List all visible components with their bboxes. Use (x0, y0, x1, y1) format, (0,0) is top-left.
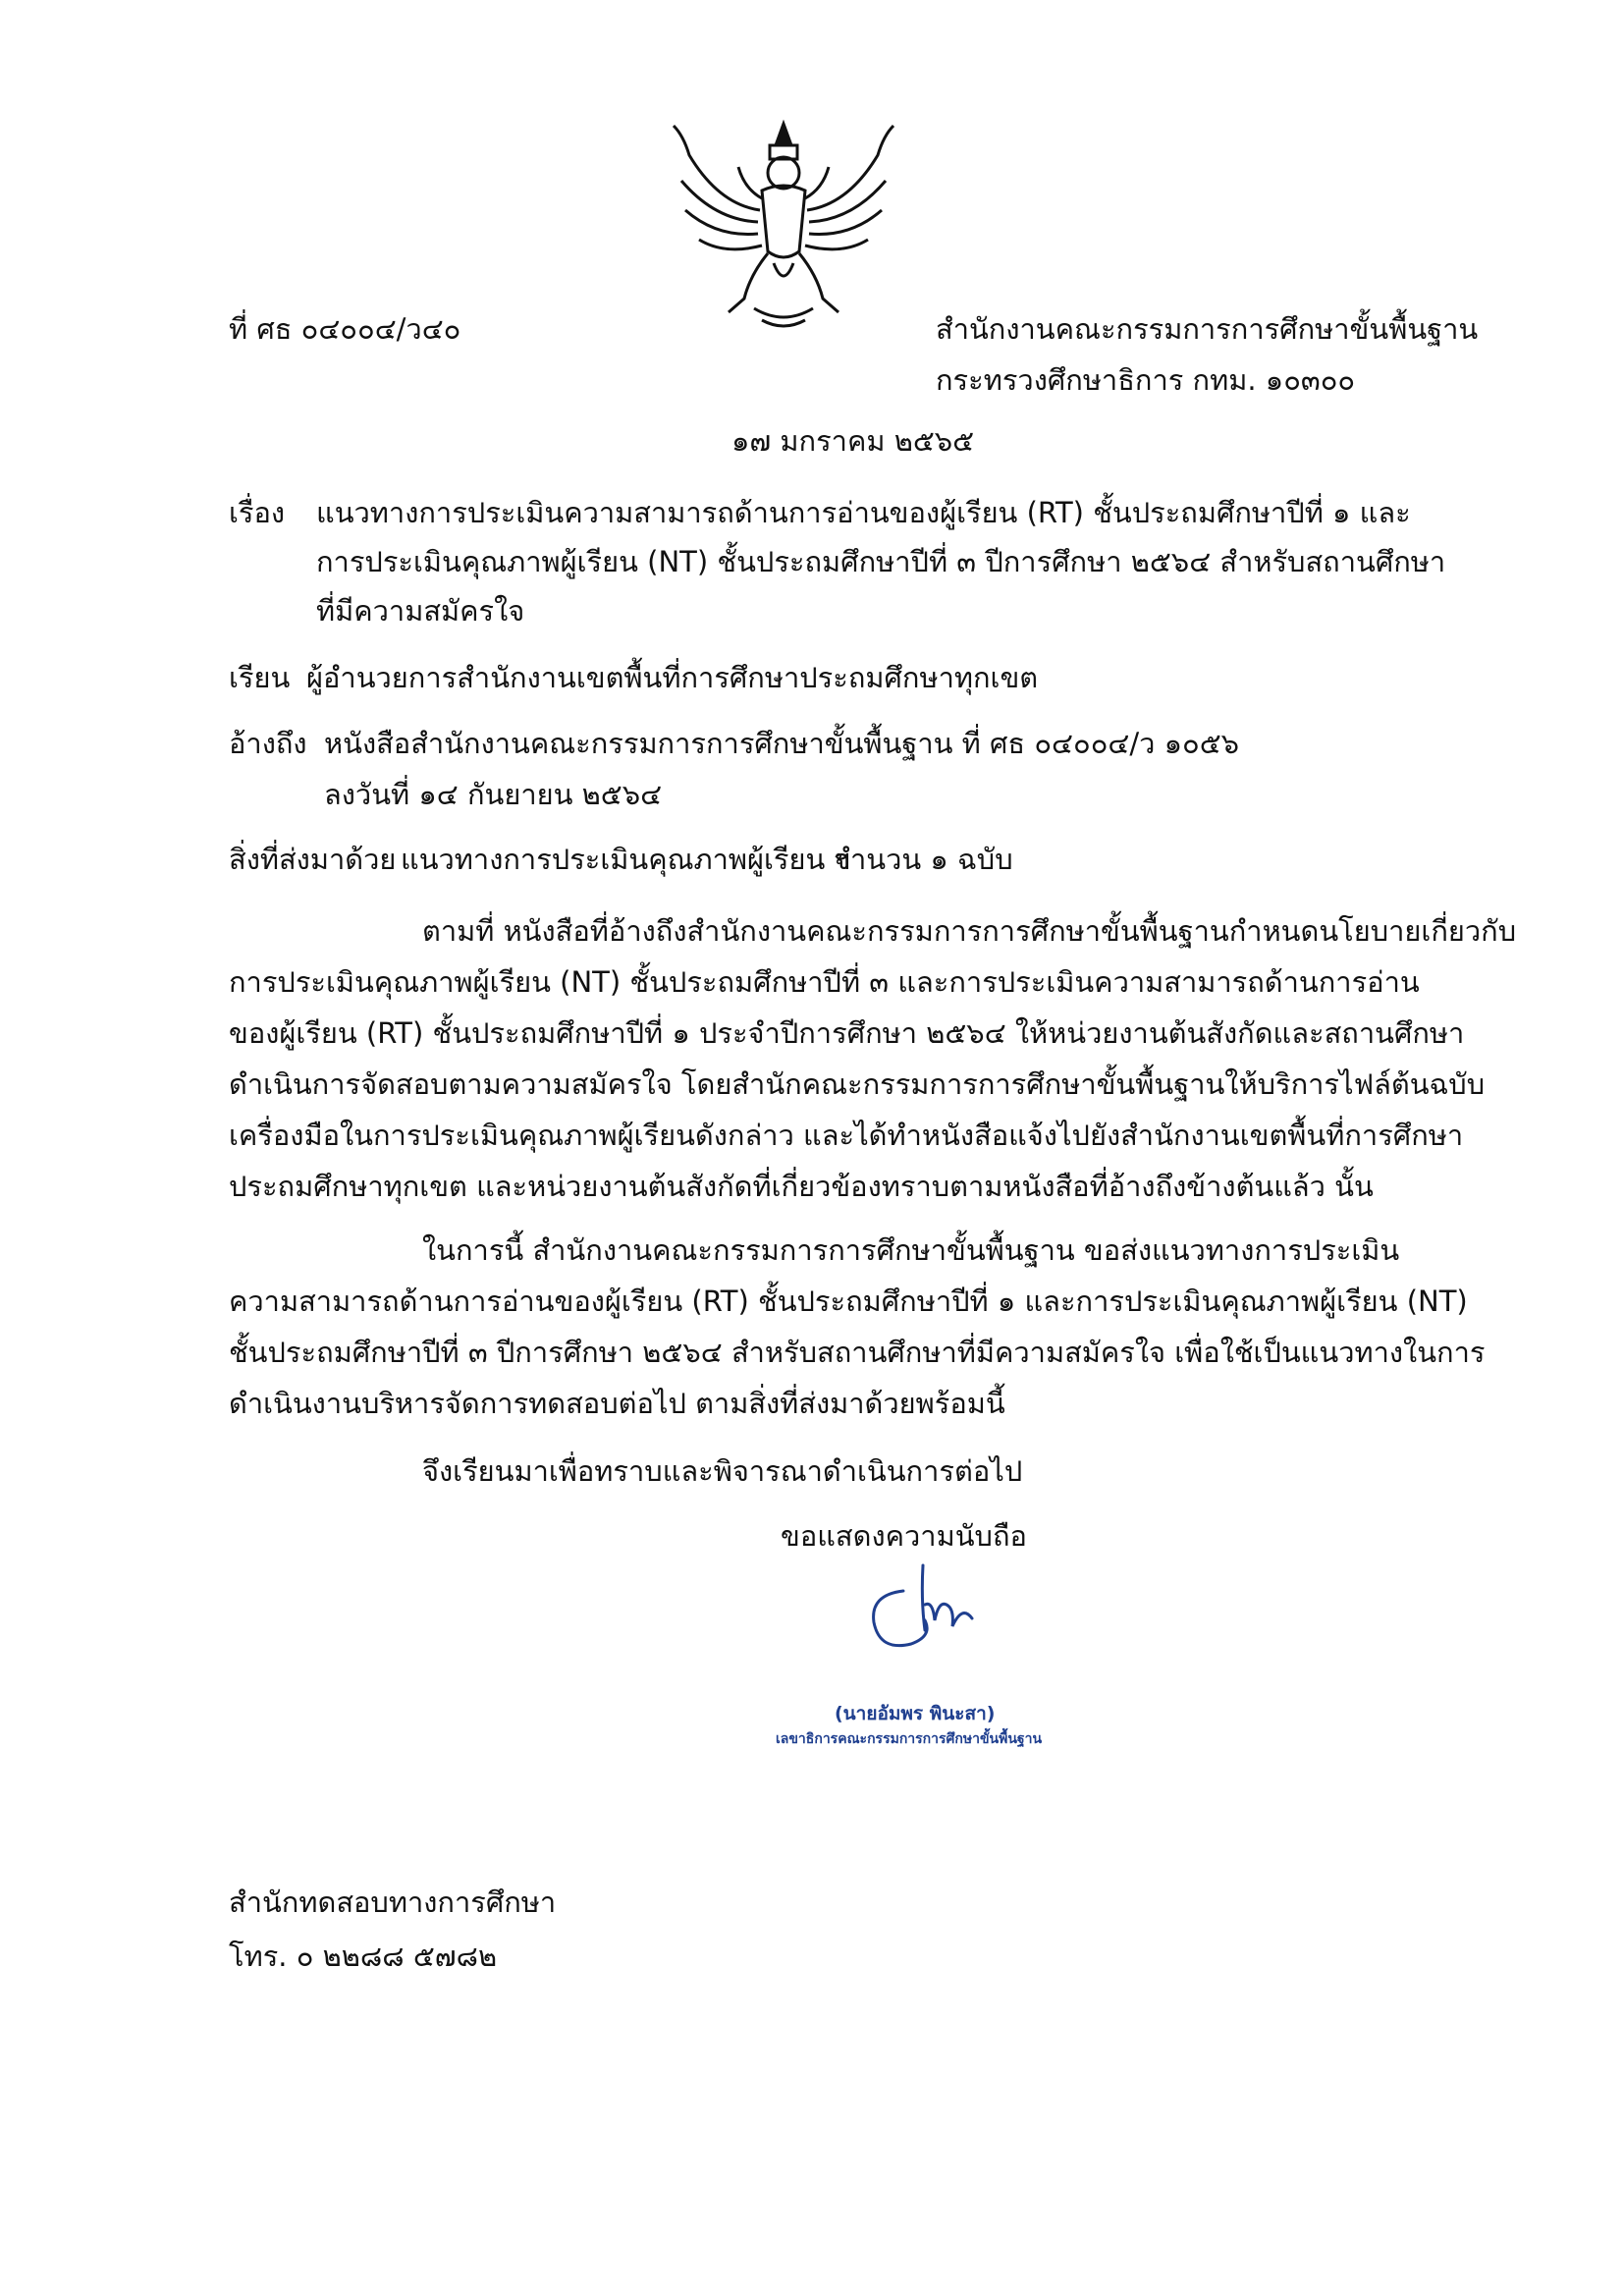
issuing-organization: สำนักงานคณะกรรมการการศึกษาขั้นพื้นฐาน (936, 312, 1479, 346)
signatory-title: เลขาธิการคณะกรรมการการศึกษาขั้นพื้นฐาน (776, 1731, 1043, 1747)
body-line: ในการนี้ สำนักงานคณะกรรมการการศึกษาขั้นพื้นฐาน ขอส่งแนวทางการประเมิน (422, 1233, 1400, 1267)
handwritten-signature-icon (864, 1561, 1001, 1660)
reference-label: อ้างถึง (229, 727, 307, 760)
body-line: ชั้นประถมศึกษาปีที่ ๓ ปีการศึกษา ๒๕๖๔ สำหรับสถานศึกษาที่มีความสมัครใจ เพื่อใช้เป็นแนวทางในการ (229, 1336, 1486, 1369)
body-line: ประถมศึกษาทุกเขต และหน่วยงานต้นสังกัดที่เกี่ยวข้องทราบตามหนังสือที่อ้างถึงข้างต้นแล้ว นั้น (229, 1170, 1374, 1203)
recipient: ผู้อำนวยการสำนักงานเขตพื้นที่การศึกษาประถมศึกษาทุกเขต (306, 661, 1039, 694)
reference-line: หนังสือสำนักงานคณะกรรมการการศึกษาขั้นพื้นฐาน ที่ ศธ ๐๔๐๐๔/ว ๑๐๕๖ (324, 727, 1240, 760)
salutation: ขอแสดงความนับถือ (781, 1519, 1027, 1553)
body-line: ตามที่ หนังสือที่อ้างถึงสำนักงานคณะกรรมการการศึกษาขั้นพื้นฐานกำหนดนโยบายเกี่ยวกับ (422, 914, 1517, 948)
closing-sentence: จึงเรียนมาเพื่อทราบและพิจารณาดำเนินการต่อไป (422, 1454, 1023, 1488)
enclosure-text: แนวทางการประเมินคุณภาพผู้เรียน ฯ (401, 843, 850, 876)
reference-number: ที่ ศธ ๐๔๐๐๔/ว๔๐ (229, 312, 461, 346)
subject-line: การประเมินคุณภาพผู้เรียน (NT) ชั้นประถมศึกษาปีที่ ๓ ปีการศึกษา ๒๕๖๔ สำหรับสถานศึกษา (316, 545, 1446, 578)
contact-phone: โทร. ๐ ๒๒๘๘ ๕๗๘๒ (229, 1940, 498, 1973)
garuda-emblem-icon (660, 116, 907, 334)
body-line: ความสามารถด้านการอ่านของผู้เรียน (RT) ชั้นประถมศึกษาปีที่ ๑ และการประเมินคุณภาพผู้เรียน (NT) (229, 1285, 1468, 1318)
letter-date: ๑๗ มกราคม ๒๕๖๕ (731, 424, 975, 458)
contact-office: สำนักทดสอบทางการศึกษา (229, 1886, 557, 1919)
enclosure-count: จำนวน ๑ ฉบับ (834, 843, 1013, 876)
reference-line: ลงวันที่ ๑๔ กันยายน ๒๕๖๔ (324, 778, 663, 811)
enclosure-label: สิ่งที่ส่งมาด้วย (229, 843, 397, 876)
signatory-name: (นายอัมพร พินะสา) (835, 1703, 996, 1724)
body-line: ดำเนินการจัดสอบตามความสมัครใจ โดยสำนักคณะกรรมการการศึกษาขั้นพื้นฐานให้บริการไฟล์ต้นฉบับ (229, 1067, 1486, 1101)
issuing-address: กระทรวงศึกษาธิการ กทม. ๑๐๓๐๐ (936, 363, 1356, 397)
recipient-label: เรียน (229, 661, 291, 694)
body-line: เครื่องมือในการประเมินคุณภาพผู้เรียนดังกล่าว และได้ทำหนังสือแจ้งไปยังสำนักงานเขตพื้นที่การศึกษา (229, 1119, 1464, 1152)
body-line: ของผู้เรียน (RT) ชั้นประถมศึกษาปีที่ ๑ ประจำปีการศึกษา ๒๕๖๔ ให้หน่วยงานต้นสังกัดและสถานศึกษา (229, 1016, 1465, 1050)
subject-line: ที่มีความสมัครใจ (316, 594, 525, 628)
subject-label: เรื่อง (229, 496, 286, 529)
body-line: การประเมินคุณภาพผู้เรียน (NT) ชั้นประถมศึกษาปีที่ ๓ และการประเมินความสามารถด้านการอ่าน (229, 965, 1420, 999)
subject-line: แนวทางการประเมินความสามารถด้านการอ่านของผู้เรียน (RT) ชั้นประถมศึกษาปีที่ ๑ และ (316, 496, 1411, 529)
body-line: ดำเนินงานบริหารจัดการทดสอบต่อไป ตามสิ่งที่ส่งมาด้วยพร้อมนี้ (229, 1387, 1005, 1420)
